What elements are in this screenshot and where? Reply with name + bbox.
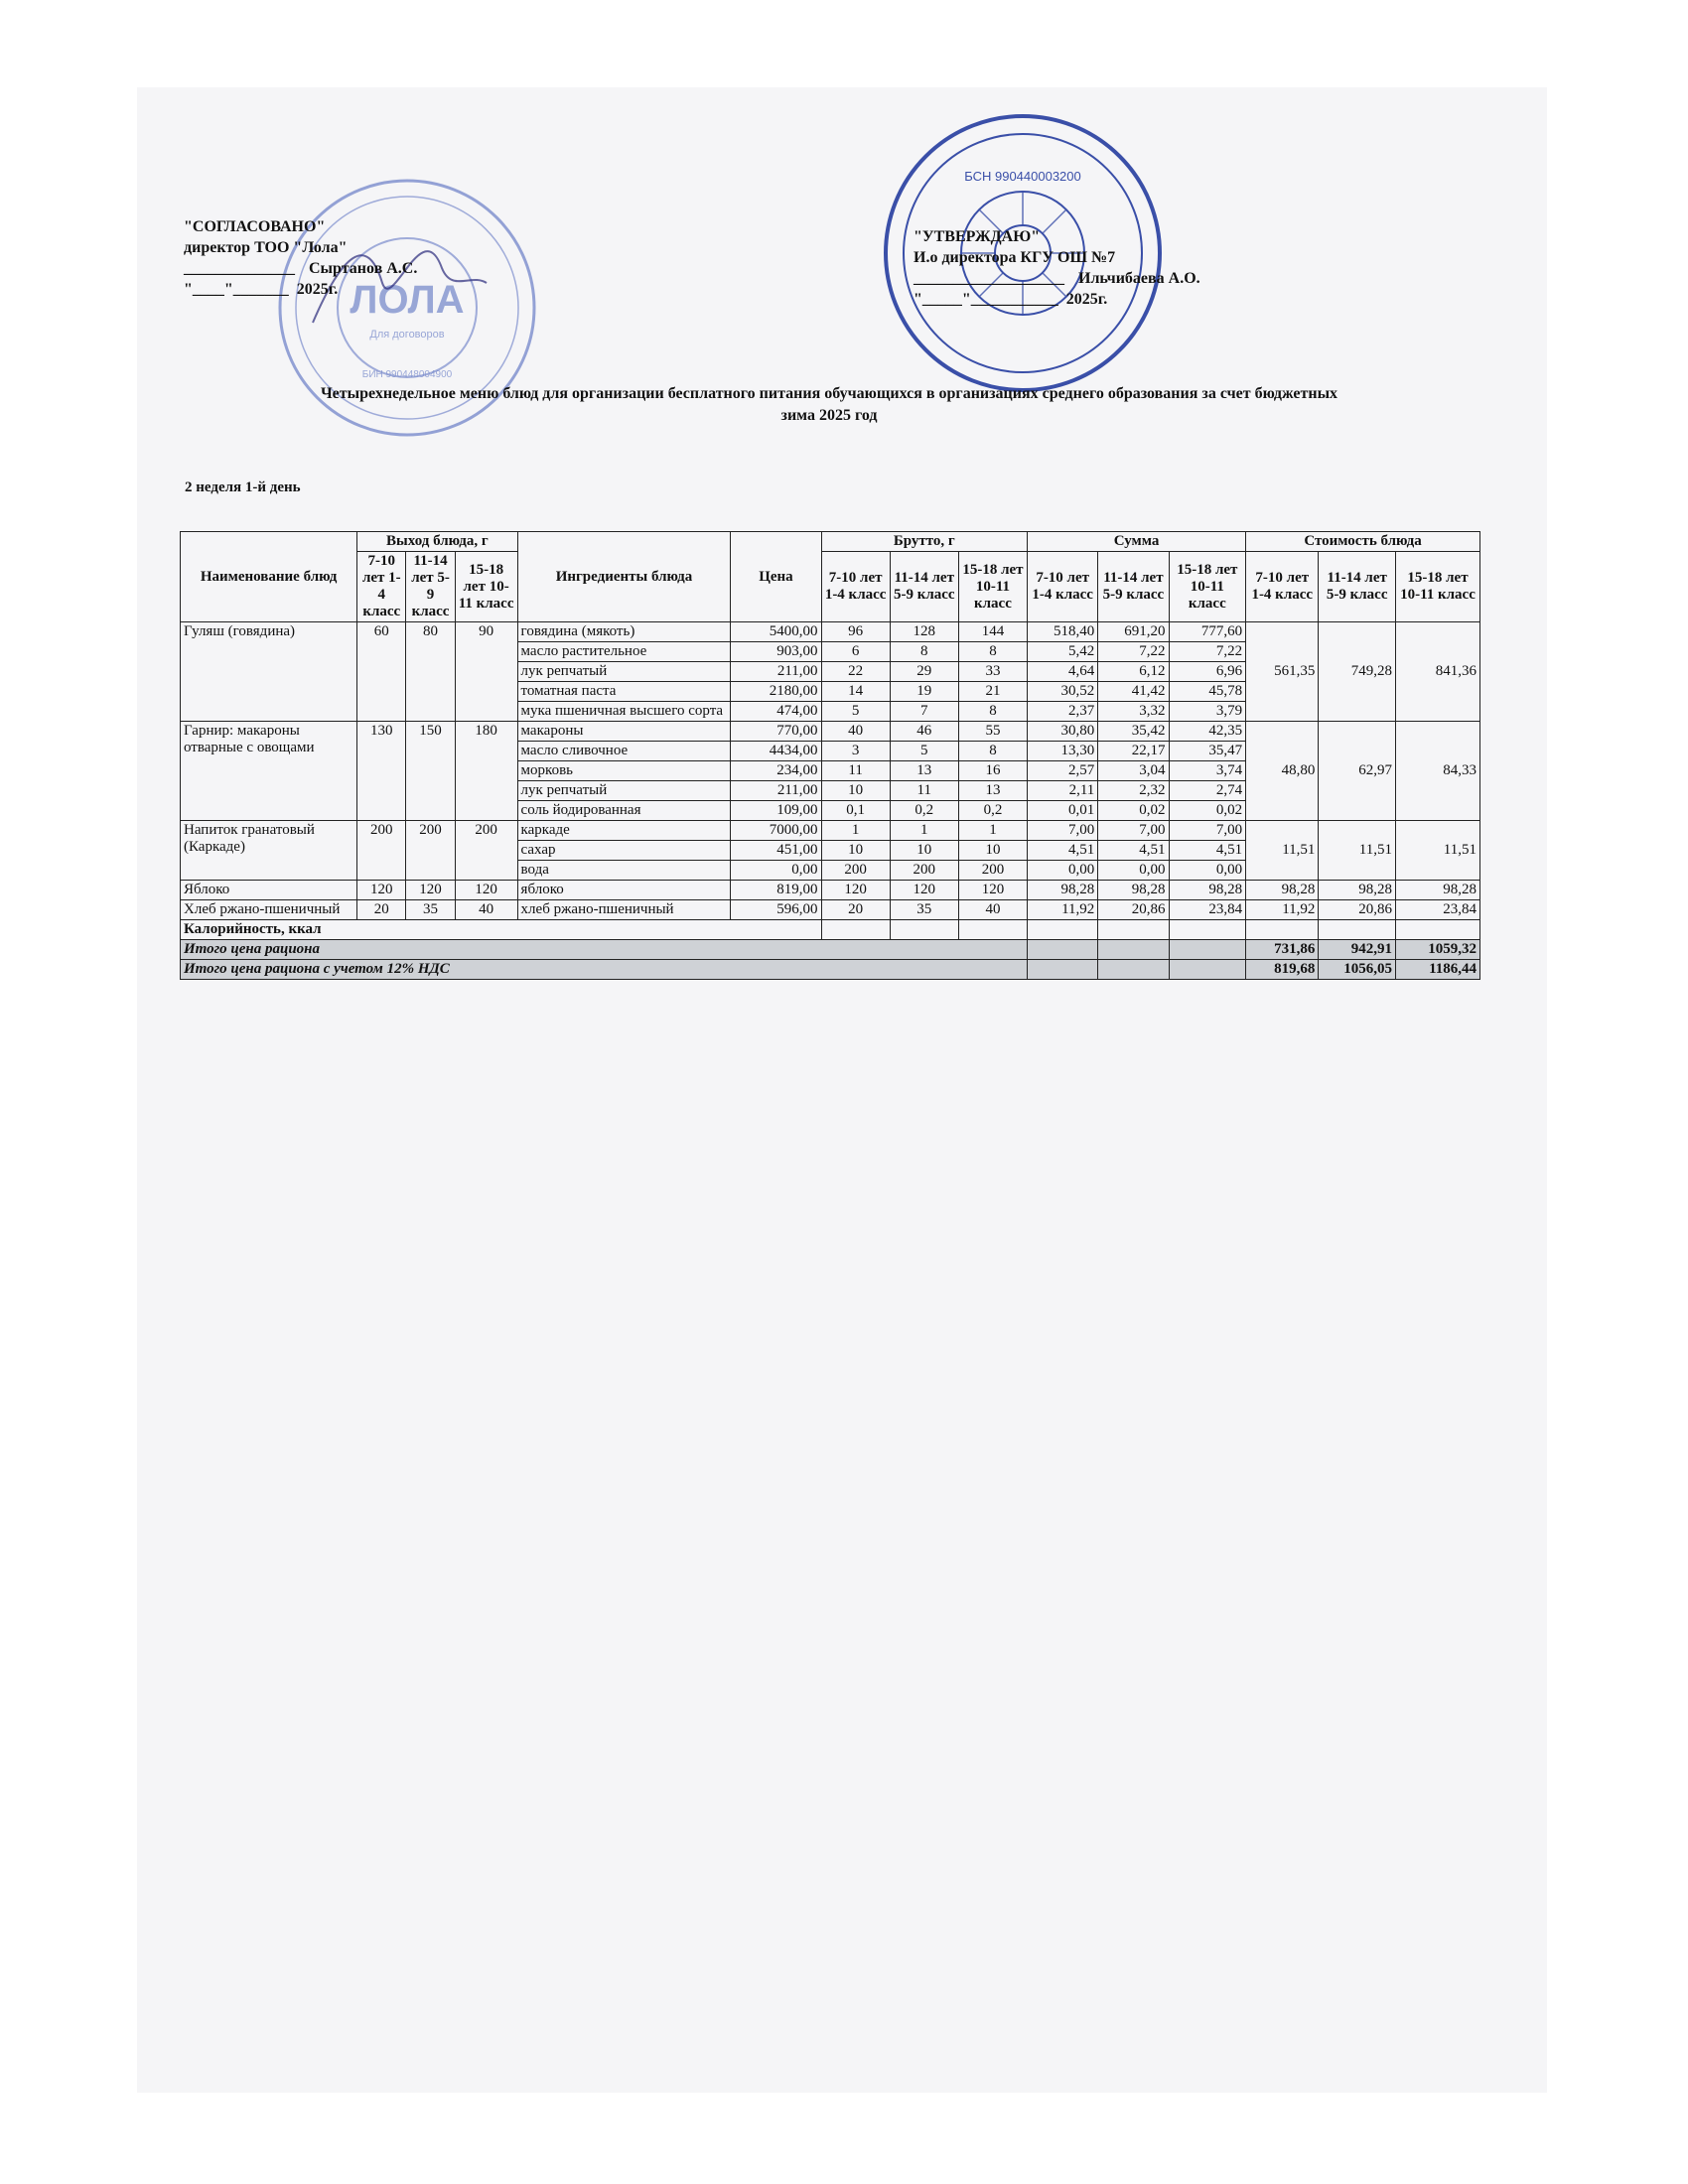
- total-ration-age3: 1059,32: [1395, 940, 1479, 960]
- calories-cell: [890, 920, 958, 940]
- header-cost-age2: 11-14 лет 5-9 класс: [1319, 552, 1396, 622]
- ingredient-price: 4434,00: [731, 742, 821, 761]
- ingredient-sum-age1: 2,37: [1028, 702, 1098, 722]
- approval-left-name: Сыртанов А.С.: [309, 260, 418, 277]
- dish-cost-age3: 841,36: [1395, 622, 1479, 722]
- ingredient-brutto-age2: 7: [890, 702, 958, 722]
- dish-output-age3: 120: [455, 881, 517, 900]
- ingredient-brutto-age2: 8: [890, 642, 958, 662]
- header-dish-name: Наименование блюд: [181, 532, 357, 622]
- total-vat-blank: [1169, 960, 1246, 980]
- ingredient-name: вода: [517, 861, 731, 881]
- ingredient-brutto-age2: 35: [890, 900, 958, 920]
- ingredient-name: яблоко: [517, 881, 731, 900]
- ingredient-sum-age1: 13,30: [1028, 742, 1098, 761]
- ingredient-brutto-age1: 96: [821, 622, 890, 642]
- total-ration-blank: [1028, 940, 1098, 960]
- ingredient-brutto-age3: 8: [958, 742, 1027, 761]
- ingredient-brutto-age1: 200: [821, 861, 890, 881]
- ingredient-brutto-age2: 0,2: [890, 801, 958, 821]
- dish-cost-age1: 48,80: [1246, 722, 1319, 821]
- calories-cell: [1169, 920, 1246, 940]
- header-cost: Стоимость блюда: [1246, 532, 1480, 552]
- ingredient-sum-age3: 0,00: [1169, 861, 1246, 881]
- ingredient-brutto-age2: 19: [890, 682, 958, 702]
- ingredient-sum-age2: 6,12: [1098, 662, 1169, 682]
- ingredient-price: 234,00: [731, 761, 821, 781]
- header-sum-age1: 7-10 лет 1-4 класс: [1028, 552, 1098, 622]
- ingredient-brutto-age3: 21: [958, 682, 1027, 702]
- header-sum-age2: 11-14 лет 5-9 класс: [1098, 552, 1169, 622]
- dish-output-age3: 180: [455, 722, 517, 821]
- header-cost-age1: 7-10 лет 1-4 класс: [1246, 552, 1319, 622]
- calories-row: [181, 920, 1480, 940]
- ingredient-sum-age1: 4,64: [1028, 662, 1098, 682]
- ingredient-sum-age1: 30,52: [1028, 682, 1098, 702]
- dish-cost-age2: 11,51: [1319, 821, 1396, 881]
- table-body: [181, 622, 1480, 920]
- approval-left-name-row: ______________ Сыртанов А.С.: [184, 260, 418, 277]
- approval-left-year: 2025г.: [296, 281, 339, 298]
- ingredient-price: 109,00: [731, 801, 821, 821]
- header-price: Цена: [731, 532, 821, 622]
- ingredient-sum-age2: 2,32: [1098, 781, 1169, 801]
- dish-cost-age2: 62,97: [1319, 722, 1396, 821]
- ingredient-name: масло сливочное: [517, 742, 731, 761]
- menu-table: [180, 531, 1480, 980]
- ingredient-price: 211,00: [731, 662, 821, 682]
- ingredient-brutto-age3: 0,2: [958, 801, 1027, 821]
- approval-right-heading: "УТВЕРЖДАЮ": [914, 228, 1041, 245]
- ingredient-name: мука пшеничная высшего сорта: [517, 702, 731, 722]
- header-output-age1: 7-10 лет 1-4 класс: [357, 552, 406, 622]
- total-vat-label: Итого цена рациона с учетом 12% НДС: [181, 960, 1028, 980]
- ingredient-sum-age2: 7,22: [1098, 642, 1169, 662]
- ingredient-sum-age2: 0,00: [1098, 861, 1169, 881]
- ingredient-name: масло растительное: [517, 642, 731, 662]
- ingredient-brutto-age2: 5: [890, 742, 958, 761]
- ingredient-name: морковь: [517, 761, 731, 781]
- dish-name: Напиток гранатовый (Каркаде): [181, 821, 357, 881]
- ingredient-brutto-age1: 20: [821, 900, 890, 920]
- ingredient-sum-age1: 518,40: [1028, 622, 1098, 642]
- total-ration-blank: [1169, 940, 1246, 960]
- dish-cost-age1: 98,28: [1246, 881, 1319, 900]
- dish-output-age1: 130: [357, 722, 406, 821]
- ingredient-brutto-age1: 10: [821, 841, 890, 861]
- ingredient-brutto-age1: 6: [821, 642, 890, 662]
- ingredient-sum-age3: 2,74: [1169, 781, 1246, 801]
- ingredient-brutto-age3: 16: [958, 761, 1027, 781]
- calories-cell: [1319, 920, 1396, 940]
- header-cost-age3: 15-18 лет 10-11 класс: [1395, 552, 1479, 622]
- ingredient-name: каркаде: [517, 821, 731, 841]
- title-line-2: зима 2025 год: [780, 407, 878, 424]
- ingredient-sum-age1: 98,28: [1028, 881, 1098, 900]
- ingredient-sum-age3: 4,51: [1169, 841, 1246, 861]
- ingredient-sum-age3: 777,60: [1169, 622, 1246, 642]
- dish-cost-age3: 84,33: [1395, 722, 1479, 821]
- left-seal-bin: БИН 990448004900: [361, 369, 453, 380]
- ingredient-sum-age2: 22,17: [1098, 742, 1169, 761]
- dish-output-age2: 150: [406, 722, 455, 821]
- calories-cell: [1098, 920, 1169, 940]
- header-sum: Сумма: [1028, 532, 1246, 552]
- ingredient-brutto-age2: 120: [890, 881, 958, 900]
- ingredient-brutto-age1: 5: [821, 702, 890, 722]
- total-vat-age3: 1186,44: [1395, 960, 1479, 980]
- total-vat-blank: [1098, 960, 1169, 980]
- header-output-age3: 15-18 лет 10-11 класс: [455, 552, 517, 622]
- ingredient-brutto-age1: 10: [821, 781, 890, 801]
- total-ration-row: [181, 940, 1480, 960]
- ingredient-sum-age3: 7,00: [1169, 821, 1246, 841]
- ingredient-brutto-age1: 40: [821, 722, 890, 742]
- calories-label: Калорийность, ккал: [181, 920, 822, 940]
- ingredient-brutto-age1: 0,1: [821, 801, 890, 821]
- total-vat-row: [181, 960, 1480, 980]
- table-row: [181, 622, 1480, 642]
- ingredient-brutto-age1: 3: [821, 742, 890, 761]
- approval-right: [914, 226, 1200, 310]
- ingredient-name: соль йодированная: [517, 801, 731, 821]
- ingredient-brutto-age3: 10: [958, 841, 1027, 861]
- total-vat-blank: [1028, 960, 1098, 980]
- ingredient-sum-age3: 3,74: [1169, 761, 1246, 781]
- total-ration-label: Итого цена рациона: [181, 940, 1028, 960]
- dish-output-age2: 35: [406, 900, 455, 920]
- dish-output-age2: 80: [406, 622, 455, 722]
- header-sum-age3: 15-18 лет 10-11 класс: [1169, 552, 1246, 622]
- approval-right-name: Ильчибаева А.О.: [1078, 270, 1200, 287]
- table-header: [181, 532, 1480, 622]
- dish-cost-age3: 98,28: [1395, 881, 1479, 900]
- ingredient-price: 770,00: [731, 722, 821, 742]
- left-seal-sub: Для договоров: [369, 329, 445, 341]
- ingredient-sum-age3: 0,02: [1169, 801, 1246, 821]
- ingredient-brutto-age3: 8: [958, 642, 1027, 662]
- ingredient-brutto-age3: 200: [958, 861, 1027, 881]
- dish-output-age2: 200: [406, 821, 455, 881]
- ingredient-sum-age2: 20,86: [1098, 900, 1169, 920]
- dish-output-age3: 90: [455, 622, 517, 722]
- total-ration-blank: [1098, 940, 1169, 960]
- calories-cell: [1028, 920, 1098, 940]
- dish-cost-age1: 11,92: [1246, 900, 1319, 920]
- ingredient-brutto-age3: 13: [958, 781, 1027, 801]
- dish-cost-age1: 11,51: [1246, 821, 1319, 881]
- ingredient-sum-age2: 0,02: [1098, 801, 1169, 821]
- ingredient-price: 5400,00: [731, 622, 821, 642]
- approval-left: [184, 216, 417, 300]
- dish-cost-age2: 98,28: [1319, 881, 1396, 900]
- approval-right-date-row: "_____"___________ 2025г.: [914, 291, 1108, 308]
- ingredient-brutto-age2: 13: [890, 761, 958, 781]
- ingredient-name: сахар: [517, 841, 731, 861]
- ingredient-sum-age1: 0,01: [1028, 801, 1098, 821]
- dish-output-age3: 40: [455, 900, 517, 920]
- ingredient-brutto-age2: 29: [890, 662, 958, 682]
- table-footer: [181, 920, 1480, 980]
- ingredient-sum-age1: 5,42: [1028, 642, 1098, 662]
- approval-right-position: И.о директора КГУ ОШ №7: [914, 249, 1116, 266]
- table-row: [181, 881, 1480, 900]
- ingredient-sum-age1: 4,51: [1028, 841, 1098, 861]
- dish-output-age3: 200: [455, 821, 517, 881]
- ingredient-sum-age1: 2,57: [1028, 761, 1098, 781]
- header-output: Выход блюда, г: [357, 532, 517, 552]
- ingredient-brutto-age2: 128: [890, 622, 958, 642]
- ingredient-sum-age2: 35,42: [1098, 722, 1169, 742]
- right-seal-bin: БСН 990440003200: [964, 169, 1081, 184]
- header-output-age2: 11-14 лет 5-9 класс: [406, 552, 455, 622]
- approval-left-date-row: "____"_______ 2025г.: [184, 281, 339, 298]
- header-brutto: Брутто, г: [821, 532, 1027, 552]
- ingredient-name: макароны: [517, 722, 731, 742]
- dish-cost-age2: 749,28: [1319, 622, 1396, 722]
- dish-name: Яблоко: [181, 881, 357, 900]
- dish-cost-age2: 20,86: [1319, 900, 1396, 920]
- ingredient-sum-age2: 7,00: [1098, 821, 1169, 841]
- ingredient-price: 451,00: [731, 841, 821, 861]
- table-row: [181, 821, 1480, 841]
- ingredient-sum-age3: 42,35: [1169, 722, 1246, 742]
- title-line-1: Четырехнедельное меню блюд для организации бесплатного питания обучающихся в организациях среднего образования за счет бюджетных: [320, 385, 1338, 402]
- ingredient-brutto-age1: 11: [821, 761, 890, 781]
- ingredient-price: 474,00: [731, 702, 821, 722]
- document-title: [179, 383, 1479, 427]
- total-vat-age2: 1056,05: [1319, 960, 1396, 980]
- ingredient-sum-age3: 45,78: [1169, 682, 1246, 702]
- ingredient-price: 0,00: [731, 861, 821, 881]
- ingredient-price: 2180,00: [731, 682, 821, 702]
- ingredient-brutto-age3: 1: [958, 821, 1027, 841]
- ingredient-sum-age2: 3,32: [1098, 702, 1169, 722]
- calories-cell: [958, 920, 1027, 940]
- header-brutto-age2: 11-14 лет 5-9 класс: [890, 552, 958, 622]
- ingredient-sum-age3: 98,28: [1169, 881, 1246, 900]
- dish-output-age1: 60: [357, 622, 406, 722]
- dish-cost-age1: 561,35: [1246, 622, 1319, 722]
- dish-name: Гуляш (говядина): [181, 622, 357, 722]
- ingredient-brutto-age1: 22: [821, 662, 890, 682]
- dish-output-age1: 200: [357, 821, 406, 881]
- ingredient-brutto-age3: 55: [958, 722, 1027, 742]
- ingredient-sum-age2: 98,28: [1098, 881, 1169, 900]
- ingredient-brutto-age1: 120: [821, 881, 890, 900]
- ingredient-sum-age3: 3,79: [1169, 702, 1246, 722]
- header-brutto-age1: 7-10 лет 1-4 класс: [821, 552, 890, 622]
- ingredient-brutto-age2: 11: [890, 781, 958, 801]
- total-ration-age2: 942,91: [1319, 940, 1396, 960]
- calories-cell: [1246, 920, 1319, 940]
- ingredient-brutto-age3: 144: [958, 622, 1027, 642]
- ingredient-sum-age3: 7,22: [1169, 642, 1246, 662]
- ingredient-brutto-age2: 10: [890, 841, 958, 861]
- dish-name: Гарнир: макароны отварные с овощами: [181, 722, 357, 821]
- approval-left-heading: "СОГЛАСОВАНО": [184, 218, 326, 235]
- header-brutto-age3: 15-18 лет 10-11 класс: [958, 552, 1027, 622]
- calories-cell: [821, 920, 890, 940]
- left-seal-text: ЛОЛА: [350, 278, 465, 322]
- ingredient-name: лук репчатый: [517, 662, 731, 682]
- ingredient-sum-age3: 23,84: [1169, 900, 1246, 920]
- ingredient-name: лук репчатый: [517, 781, 731, 801]
- dish-output-age1: 20: [357, 900, 406, 920]
- week-label: 2 неделя 1-й день: [185, 479, 301, 495]
- ingredient-brutto-age2: 46: [890, 722, 958, 742]
- ingredient-brutto-age3: 120: [958, 881, 1027, 900]
- ingredient-sum-age2: 691,20: [1098, 622, 1169, 642]
- ingredient-sum-age1: 2,11: [1028, 781, 1098, 801]
- ingredient-brutto-age3: 8: [958, 702, 1027, 722]
- ingredient-sum-age3: 6,96: [1169, 662, 1246, 682]
- dish-cost-age3: 11,51: [1395, 821, 1479, 881]
- ingredient-price: 211,00: [731, 781, 821, 801]
- ingredient-name: говядина (мякоть): [517, 622, 731, 642]
- ingredient-sum-age1: 7,00: [1028, 821, 1098, 841]
- approval-left-date-quote: ": [184, 281, 193, 298]
- approval-right-year: 2025г.: [1065, 291, 1108, 308]
- header-ingredients: Ингредиенты блюда: [517, 532, 731, 622]
- ingredient-brutto-age1: 1: [821, 821, 890, 841]
- ingredient-sum-age1: 0,00: [1028, 861, 1098, 881]
- ingredient-sum-age1: 30,80: [1028, 722, 1098, 742]
- ingredient-brutto-age2: 1: [890, 821, 958, 841]
- ingredient-price: 596,00: [731, 900, 821, 920]
- ingredient-name: томатная паста: [517, 682, 731, 702]
- ingredient-sum-age2: 41,42: [1098, 682, 1169, 702]
- ingredient-price: 903,00: [731, 642, 821, 662]
- approval-left-position: директор ТОО "Лола": [184, 239, 348, 256]
- total-ration-age1: 731,86: [1246, 940, 1319, 960]
- ingredient-sum-age2: 3,04: [1098, 761, 1169, 781]
- ingredient-price: 7000,00: [731, 821, 821, 841]
- dish-cost-age3: 23,84: [1395, 900, 1479, 920]
- total-vat-age1: 819,68: [1246, 960, 1319, 980]
- ingredient-brutto-age3: 33: [958, 662, 1027, 682]
- ingredient-brutto-age1: 14: [821, 682, 890, 702]
- ingredient-name: хлеб ржано-пшеничный: [517, 900, 731, 920]
- approval-right-name-row: ___________________ Ильчибаева А.О.: [914, 270, 1200, 287]
- table-row: [181, 900, 1480, 920]
- dish-output-age2: 120: [406, 881, 455, 900]
- ingredient-sum-age1: 11,92: [1028, 900, 1098, 920]
- ingredient-price: 819,00: [731, 881, 821, 900]
- ingredient-brutto-age2: 200: [890, 861, 958, 881]
- calories-cell: [1395, 920, 1479, 940]
- table-row: [181, 722, 1480, 742]
- ingredient-sum-age3: 35,47: [1169, 742, 1246, 761]
- ingredient-brutto-age3: 40: [958, 900, 1027, 920]
- dish-output-age1: 120: [357, 881, 406, 900]
- dish-name: Хлеб ржано-пшеничный: [181, 900, 357, 920]
- approval-right-date-quote: ": [914, 291, 922, 308]
- ingredient-sum-age2: 4,51: [1098, 841, 1169, 861]
